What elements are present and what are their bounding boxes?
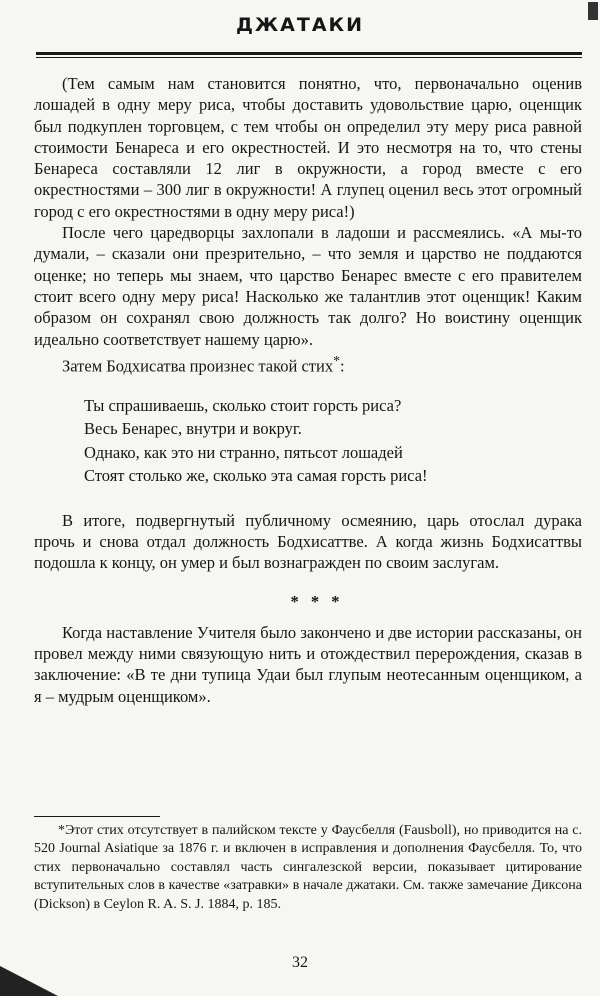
paragraph-conclusion: В итоге, подвергнутый публичному осмеянию, царь отослал дурака прочь и снова отдал должность Бодхисаттве. А когда жизнь Бодхисаттвы подошла к концу, он умер и был вознагражден по своим заслугам. [34,510,582,573]
section-separator: * * * [290,591,344,611]
footnote-text: *Этот стих отсутствует в палийском тексте у Фаусбелля (Fausboll), но приводится на с. 520 Journal Asiatique за 1876 г. и включен в исправления и дополнения Фаусбелля. То, что стих первоначально составлял часть сингалезской версии, показывает цитирование вступительных слов в качестве «затравки» в начале джатаки. См. также замечание Диксона (Dickson) в Ceylon R. A. S. J. 1884, р. 185. [34,823,582,912]
paragraph-courtiers: После чего царедворцы захлопали в ладоши и рассмеялись. «А мы-то думали, – сказали они презрительно, – что земля и царство не поддаются оценке; но теперь мы знаем, что царство Бенарес вместе с его правителем стоит всего одну меру риса! Насколько же талантлив этот оценщик! Каким образом он сохранял свою должность так долго? Но воистину оценщик идеально соответствует нашему царю». [34,223,582,349]
main-text [34,73,582,707]
verse-intro: Затем Бодхисатва произнес такой стих*: [62,352,345,376]
verse-block [84,394,582,488]
footnote [34,822,582,914]
header-rule-thick [36,52,582,55]
paragraph-parenthetical: (Тем самым нам становится понятно, что, первоначально оценив лошадей в одну меру риса, чтобы доставить удовольствие царю, оценщик был подкуплен торговцем, с тем чтобы он определил эту меру риса равной стоимости Бенареса и его окрестностей. И это несмотря на то, что стены Бенареса составляли 12 лиг в окружности, а город вместе с его окрестностями – 300 лиг в окружности! А глупец оценил весь этот огромный город с его окрестностями в одну меру риса!) [34,74,582,221]
verse-intro-text: Затем Бодхисатва произнес такой стих [62,356,334,376]
verse-line: Стоят столько же, сколько эта самая горсть риса! [84,466,428,486]
footnote-ref: * [333,352,340,368]
verse-line: Однако, как это ни странно, пятьсот лошадей [84,442,403,462]
footnote-rule [34,816,160,817]
verse-line: Весь Бенарес, внутри и вокруг. [84,419,302,439]
paragraph-closing: Когда наставление Учителя было закончено и две истории рассказаны, он провел между ними связующую нить и отождествил перерождения, сказав в заключение: «В те дни тупица Удаи был глупым неотесанным оценщиком, а я – мудрым оценщиком». [34,622,582,706]
running-header: ДЖАТАКИ [236,14,364,36]
scan-corner-shadow [0,966,58,996]
header-rule-thin [36,57,582,58]
verse-line: Ты спрашиваешь, сколько стоит горсть риса? [84,395,402,415]
page-number: 32 [292,954,308,971]
